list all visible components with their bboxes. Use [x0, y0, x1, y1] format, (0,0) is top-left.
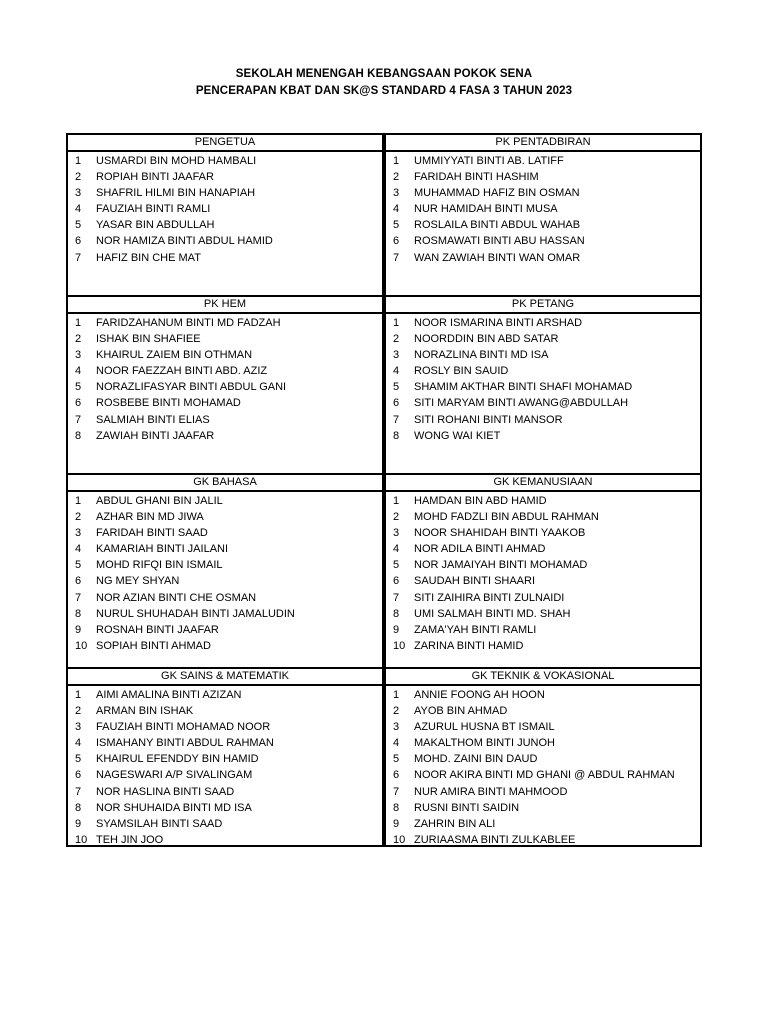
name-list: [386, 686, 700, 848]
item-number: 7: [393, 251, 400, 264]
list-item: [68, 379, 382, 395]
list-item: [68, 719, 382, 735]
item-number: 2: [75, 511, 82, 524]
teacher-name: UMI SALMAH BINTI MD. SHAH: [414, 607, 571, 620]
item-number: 3: [393, 527, 400, 540]
teacher-name: ROSMAWATI BINTI ABU HASSAN: [414, 235, 585, 248]
teacher-name: FARIDAH BINTI HASHIM: [414, 171, 539, 184]
list-item: [386, 703, 700, 719]
item-number: 3: [393, 721, 400, 734]
teacher-name: NOR ADILA BINTI AHMAD: [414, 543, 546, 556]
name-list: [68, 686, 382, 848]
teacher-name: SITI MARYAM BINTI AWANG@ABDULLAH: [414, 397, 629, 410]
teacher-name: SHAFRIL HILMI BIN HANAPIAH: [96, 187, 256, 200]
list-item: [68, 250, 382, 266]
list-item: [68, 217, 382, 233]
item-number: 3: [75, 187, 82, 200]
teacher-name: ROSNAH BINTI JAAFAR: [96, 623, 219, 636]
section-panel-pk-pentadbiran: [384, 133, 702, 297]
list-item: [386, 347, 700, 363]
list-item: [386, 784, 700, 800]
teacher-name: HAFIZ BIN CHE MAT: [96, 251, 201, 264]
list-item: [68, 638, 382, 654]
list-item: [68, 169, 382, 185]
grid-row: [66, 297, 702, 475]
teacher-name: NOOR AKIRA BINTI MD GHANI @ ABDUL RAHMAN: [414, 769, 675, 782]
document-title: SEKOLAH MENENGAH KEBANGSAAN POKOK SENA: [235, 68, 533, 80]
item-number: 4: [393, 203, 400, 216]
list-item: [386, 169, 700, 185]
teacher-name: ZAWIAH BINTI JAAFAR: [96, 429, 215, 442]
list-item: [68, 315, 382, 331]
section-header: GK SAINS & MATEMATIK: [68, 669, 382, 686]
list-item: [386, 622, 700, 638]
item-number: 7: [393, 785, 400, 798]
teacher-name: NOOR SHAHIDAH BINTI YAAKOB: [414, 527, 586, 540]
list-item: [386, 751, 700, 767]
item-number: 4: [393, 543, 400, 556]
list-item: [68, 363, 382, 379]
teacher-name: NOOR ISMARINA BINTI ARSHAD: [414, 317, 583, 329]
item-number: 9: [75, 623, 82, 636]
teacher-name: NURUL SHUHADAH BINTI JAMALUDIN: [96, 607, 295, 620]
item-number: 2: [393, 705, 400, 718]
list-item: [68, 703, 382, 719]
item-number: 5: [393, 381, 400, 394]
section-header: PK PETANG: [386, 297, 700, 314]
item-number: 3: [75, 349, 82, 362]
list-item: [386, 557, 700, 573]
teacher-name: TEH JIN JOO: [96, 833, 164, 846]
teacher-name: RUSNI BINTI SAIDIN: [414, 801, 520, 814]
teacher-name: KHAIRUL EFENDDY BIN HAMID: [96, 753, 259, 766]
list-item: [386, 363, 700, 379]
teacher-name: WONG WAI KIET: [414, 429, 501, 442]
teacher-name: ISHAK BIN SHAFIEE: [96, 333, 201, 346]
list-item: [68, 622, 382, 638]
item-number: 4: [75, 543, 82, 556]
teacher-name: NORAZLINA BINTI MD ISA: [414, 349, 549, 362]
item-number: 8: [393, 429, 400, 442]
item-number: 10: [75, 639, 88, 652]
item-number: 4: [75, 203, 82, 216]
item-number: 8: [393, 607, 400, 620]
list-item: [68, 557, 382, 573]
item-number: 4: [75, 737, 82, 750]
teacher-name: NORAZLIFASYAR BINTI ABDUL GANI: [96, 381, 287, 394]
item-number: 1: [393, 495, 400, 507]
item-number: 8: [75, 429, 82, 442]
teacher-name: USMARDI BIN MOHD HAMBALI: [96, 155, 257, 167]
teacher-name: ROSLY BIN SAUID: [414, 365, 509, 378]
item-number: 2: [393, 333, 400, 346]
section-header: PK HEM: [68, 297, 382, 314]
item-number: 2: [393, 511, 400, 524]
teacher-name: MOHD FADZLI BIN ABDUL RAHMAN: [414, 511, 599, 524]
teacher-name: SALMIAH BINTI ELIAS: [96, 413, 210, 426]
name-list: [68, 314, 382, 444]
item-number: 5: [75, 219, 82, 232]
teacher-name: ROSLAILA BINTI ABDUL WAHAB: [414, 219, 581, 232]
section-panel-gk-teknik-vokasional: [384, 667, 702, 847]
list-item: [68, 687, 382, 703]
list-item: [386, 509, 700, 525]
list-item: [386, 153, 700, 169]
section-panel-pk-hem: [66, 295, 384, 475]
teacher-name: NOOR FAEZZAH BINTI ABD. AZIZ: [96, 365, 268, 378]
teacher-name: ABDUL GHANI BIN JALIL: [96, 495, 223, 507]
item-number: 3: [393, 349, 400, 362]
list-item: [68, 493, 382, 509]
grid-row: [66, 133, 702, 297]
item-number: 6: [75, 575, 82, 588]
teacher-name: NOR JAMAIYAH BINTI MOHAMAD: [414, 559, 588, 572]
teacher-name: MAKALTHOM BINTI JUNOH: [414, 737, 555, 750]
list-item: [68, 153, 382, 169]
teacher-name: SITI ZAIHIRA BINTI ZULNAIDI: [414, 591, 565, 604]
item-number: 8: [75, 801, 82, 814]
list-item: [68, 541, 382, 557]
item-number: 4: [75, 365, 82, 378]
list-item: [386, 525, 700, 541]
list-item: [386, 185, 700, 201]
teacher-name: ZAHRIN BIN ALI: [414, 817, 496, 830]
list-item: [68, 816, 382, 832]
item-number: 5: [393, 559, 400, 572]
teacher-name: ANNIE FOONG AH HOON: [414, 689, 545, 701]
list-item: [68, 201, 382, 217]
section-header: PK PENTADBIRAN: [386, 135, 700, 152]
item-number: 1: [75, 317, 82, 329]
section-header: GK TEKNIK & VOKASIONAL: [386, 669, 700, 686]
list-item: [68, 347, 382, 363]
list-item: [68, 606, 382, 622]
item-number: 4: [393, 737, 400, 750]
item-number: 6: [393, 575, 400, 588]
list-item: [386, 767, 700, 783]
teacher-name: AIMI AMALINA BINTI AZIZAN: [96, 689, 242, 701]
list-item: [386, 590, 700, 606]
item-number: 6: [75, 769, 82, 782]
list-item: [386, 493, 700, 509]
item-number: 6: [393, 397, 400, 410]
teacher-name: FARIDAH BINTI SAAD: [96, 527, 208, 540]
list-item: [68, 751, 382, 767]
item-number: 2: [393, 171, 400, 184]
item-number: 2: [75, 705, 82, 718]
section-panel-pk-petang: [384, 295, 702, 475]
list-item: [68, 185, 382, 201]
list-item: [68, 735, 382, 751]
teacher-name: NUR HAMIDAH BINTI MUSA: [414, 203, 558, 216]
list-item: [68, 573, 382, 589]
teacher-name: KHAIRUL ZAIEM BIN OTHMAN: [96, 349, 253, 362]
teacher-name: ZURIAASMA BINTI ZULKABLEE: [414, 833, 576, 846]
teacher-name: SAUDAH BINTI SHAARI: [414, 575, 536, 588]
item-number: 10: [393, 639, 406, 652]
list-item: [386, 816, 700, 832]
list-item: [386, 606, 700, 622]
teacher-name: FAUZIAH BINTI MOHAMAD NOOR: [96, 721, 271, 734]
teacher-name: FAUZIAH BINTI RAMLI: [96, 203, 211, 216]
item-number: 2: [75, 333, 82, 346]
item-number: 1: [75, 495, 82, 507]
list-item: [386, 217, 700, 233]
teacher-name: AZURUL HUSNA BT ISMAIL: [414, 721, 555, 734]
teacher-name: NAGESWARI A/P SIVALINGAM: [96, 769, 253, 782]
teacher-name: SOPIAH BINTI AHMAD: [96, 639, 211, 652]
item-number: 4: [393, 365, 400, 378]
item-number: 1: [75, 155, 82, 167]
list-item: [68, 767, 382, 783]
item-number: 1: [75, 689, 82, 701]
item-number: 9: [393, 817, 400, 830]
teacher-name: WAN ZAWIAH BINTI WAN OMAR: [414, 251, 581, 264]
teacher-name: NUR AMIRA BINTI MAHMOOD: [414, 785, 568, 798]
list-item: [68, 412, 382, 428]
teacher-name: ZARINA BINTI HAMID: [414, 639, 524, 652]
teacher-name: NOORDDIN BIN ABD SATAR: [414, 333, 559, 346]
list-item: [68, 428, 382, 444]
list-item: [386, 832, 700, 848]
list-item: [68, 590, 382, 606]
list-item: [386, 201, 700, 217]
list-item: [68, 784, 382, 800]
teacher-name: MOHD RIFQI BIN ISMAIL: [96, 559, 223, 572]
grid-row: [66, 669, 702, 847]
section-panel-gk-sains-matematik: [66, 667, 384, 847]
item-number: 5: [75, 381, 82, 394]
teacher-name: ARMAN BIN ISHAK: [96, 705, 194, 718]
item-number: 5: [393, 219, 400, 232]
item-number: 1: [393, 689, 400, 701]
teacher-name: KAMARIAH BINTI JAILANI: [96, 543, 229, 556]
teacher-name: ROSBEBE BINTI MOHAMAD: [96, 397, 241, 410]
section-header: GK BAHASA: [68, 475, 382, 492]
teacher-name: NOR SHUHAIDA BINTI MD ISA: [96, 801, 252, 814]
teacher-name: AYOB BIN AHMAD: [414, 705, 508, 718]
item-number: 1: [393, 317, 400, 329]
item-number: 9: [75, 817, 82, 830]
section-header: PENGETUA: [68, 135, 382, 152]
name-list: [386, 492, 700, 654]
item-number: 8: [75, 607, 82, 620]
item-number: 8: [393, 801, 400, 814]
item-number: 3: [75, 721, 82, 734]
list-item: [386, 395, 700, 411]
list-item: [68, 331, 382, 347]
teacher-name: FARIDZAHANUM BINTI MD FADZAH: [96, 317, 281, 329]
item-number: 6: [75, 235, 82, 248]
teacher-name: ZAMA'YAH BINTI RAMLI: [414, 623, 537, 636]
item-number: 5: [393, 753, 400, 766]
list-item: [386, 428, 700, 444]
item-number: 10: [75, 833, 88, 846]
section-panel-gk-bahasa: [66, 473, 384, 669]
teacher-name: SITI ROHANI BINTI MANSOR: [414, 413, 563, 426]
list-item: [386, 250, 700, 266]
item-number: 5: [75, 559, 82, 572]
name-list: [386, 314, 700, 444]
teacher-name: ROPIAH BINTI JAAFAR: [96, 171, 214, 184]
teacher-name: SYAMSILAH BINTI SAAD: [96, 817, 223, 830]
name-list: [68, 492, 382, 654]
item-number: 7: [75, 785, 82, 798]
list-item: [386, 687, 700, 703]
list-item: [68, 395, 382, 411]
teacher-name: UMMIYYATI BINTI AB. LATIFF: [414, 155, 564, 167]
item-number: 3: [75, 527, 82, 540]
list-item: [386, 800, 700, 816]
item-number: 6: [393, 235, 400, 248]
section-panel-pengetua: [66, 133, 384, 297]
item-number: 7: [75, 591, 82, 604]
item-number: 5: [75, 753, 82, 766]
list-item: [68, 525, 382, 541]
section-panel-gk-kemanusiaan: [384, 473, 702, 669]
document-subtitle: PENCERAPAN KBAT DAN SK@S STANDARD 4 FASA 3 TAHUN 2023: [195, 85, 573, 97]
item-number: 7: [393, 591, 400, 604]
list-item: [386, 233, 700, 249]
observer-grid: [66, 133, 702, 847]
item-number: 1: [393, 155, 400, 167]
teacher-name: NOR AZIAN BINTI CHE OSMAN: [96, 591, 257, 604]
list-item: [386, 638, 700, 654]
item-number: 6: [393, 769, 400, 782]
name-list: [386, 152, 700, 266]
teacher-name: HAMDAN BIN ABD HAMID: [414, 495, 547, 507]
item-number: 7: [75, 251, 82, 264]
grid-row: [66, 475, 702, 669]
list-item: [68, 832, 382, 848]
item-number: 9: [393, 623, 400, 636]
teacher-name: ISMAHANY BINTI ABDUL RAHMAN: [96, 737, 274, 750]
list-item: [68, 233, 382, 249]
item-number: 10: [393, 833, 406, 846]
section-header: GK KEMANUSIAAN: [386, 475, 700, 492]
item-number: 2: [75, 171, 82, 184]
list-item: [386, 541, 700, 557]
teacher-name: NOR HAMIZA BINTI ABDUL HAMID: [96, 235, 273, 248]
teacher-name: MOHD. ZAINI BIN DAUD: [414, 753, 538, 766]
list-item: [386, 331, 700, 347]
list-item: [386, 315, 700, 331]
teacher-name: MUHAMMAD HAFIZ BIN OSMAN: [414, 187, 580, 200]
teacher-name: NOR HASLINA BINTI SAAD: [96, 785, 235, 798]
list-item: [386, 412, 700, 428]
list-item: [386, 573, 700, 589]
teacher-name: SHAMIM AKTHAR BINTI SHAFI MOHAMAD: [414, 381, 633, 394]
name-list: [68, 152, 382, 266]
item-number: 3: [393, 187, 400, 200]
item-number: 7: [75, 413, 82, 426]
teacher-name: NG MEY SHYAN: [96, 575, 180, 588]
list-item: [386, 719, 700, 735]
list-item: [386, 735, 700, 751]
list-item: [68, 509, 382, 525]
teacher-name: YASAR BIN ABDULLAH: [96, 219, 215, 232]
item-number: 6: [75, 397, 82, 410]
list-item: [68, 800, 382, 816]
list-item: [386, 379, 700, 395]
item-number: 7: [393, 413, 400, 426]
teacher-name: AZHAR BIN MD JIWA: [96, 511, 204, 524]
